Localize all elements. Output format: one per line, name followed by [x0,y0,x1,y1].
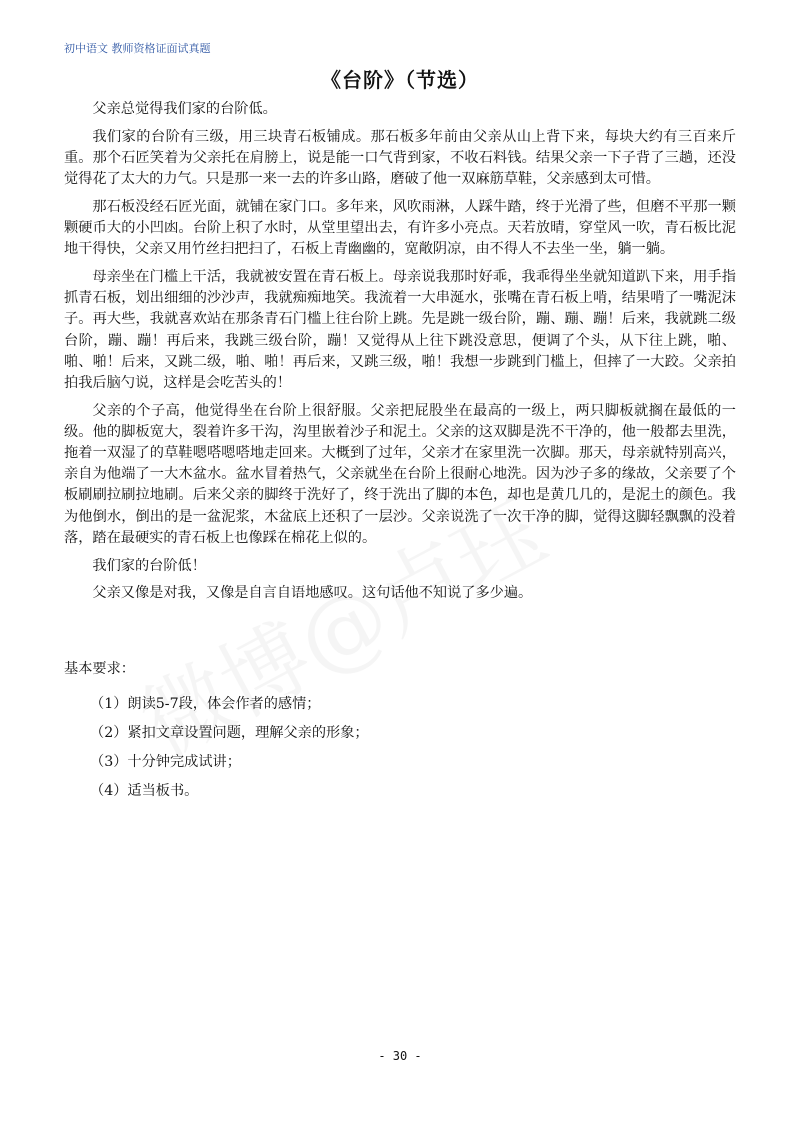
page-number: - 30 - [378,1049,422,1063]
requirement-item: （2）紧扣文章设置问题，理解父亲的形象； [90,725,369,741]
paragraph: 父亲总觉得我们家的台阶低。 [92,101,277,117]
article-body [64,99,736,611]
paragraph: 母亲坐在门槛上干活，我就被安置在青石板上。母亲说我那时好乖，我乖得坐坐就知道趴下来，用手指抓青石板，划出细细的沙沙声，我就痴痴地笑。我流着一大串涎水，张嘴在青石板上啃，结果啃了一嘴泥沫子。再大些，我就喜欢站在那条青石门槛上往台阶上跳。先是跳一级台阶，蹦、蹦、蹦！后来，我就跳二级台阶，蹦、蹦！再后来，我跳三级台阶，蹦！又觉得从上往下跳没意思，便调了个头，从下往上跳，啪、啪、啪！后来，又跳二级，啪、啪！再后来，又跳三级，啪！我想一步跳到门槛上，但摔了一大跤。父亲拍拍我后脑勺说，这样是会吃苦头的！ [64,268,736,391]
paragraph: 父亲的个子高，他觉得坐在台阶上很舒服。父亲把屁股坐在最高的一级上，两只脚板就搁在最低的一级。他的脚板宽大，裂着许多干沟，沟里嵌着沙子和泥土。父亲的这双脚是洗不干净的，他一般都去里洗，拖着一双湿了的草鞋嗯嗒嗯嗒地走回来。大概到了过年，父亲才在家里洗一次脚。那天，母亲就特别高兴，亲自为他端了一大木盆水。盆水冒着热气，父亲就坐在台阶上很耐心地洗。因为沙子多的缘故，父亲要了个板刷刷拉刷拉地刷。后来父亲的脚终于洗好了，终于洗出了脚的本色，却也是黄几几的，是泥土的颜色。我为他倒水，倒出的是一盆泥浆，木盆底上还积了一层沙。父亲说洗了一次干净的脚，觉得这脚轻飘飘的没着落，踏在最硬实的青石板上也像踩在棉花上似的。 [64,402,736,546]
requirements-list [90,690,369,806]
requirement-item: （3）十分钟完成试讲； [90,754,241,770]
paragraph: 我们家的台阶有三级，用三块青石板铺成。那石板多年前由父亲从山上背下来，每块大约有三百来斤重。那个石匠笑着为父亲托在肩膀上，说是能一口气背到家，不收石料钱。结果父亲一下子背了三趟，还没觉得花了太大的力气。只是那一来一去的许多山路，磨破了他一双麻筋草鞋，父亲感到太可惜。 [64,128,736,188]
requirement-item: （1）朗读5-7段，体会作者的感情； [90,696,321,712]
header-label: 初中语文 教师资格证面试真题 [64,42,211,55]
paragraph: 父亲又像是对我，又像是自言自语地感叹。这句话他不知说了多少遍。 [92,585,533,602]
paragraph: 那石板没经石匠光面，就铺在家门口。多年来，风吹雨淋，人踩牛踏，终于光滑了些，但磨不平那一颗颗硬币大的小凹凼。台阶上积了水时，从堂里望出去，有许多小亮点。天若放晴，穿堂风一吹，青石板比泥地干得快，父亲又用竹丝扫把扫了，石板上青幽幽的，宽敞阴凉，由不得人不去坐一坐，躺一躺。 [64,198,736,258]
requirements-title: 基本要求： [64,661,135,677]
page-title: 《台阶》（节选） [321,68,479,92]
requirement-item: （4）适当板书。 [90,783,199,799]
paragraph: 我们家的台阶低！ [92,557,206,574]
